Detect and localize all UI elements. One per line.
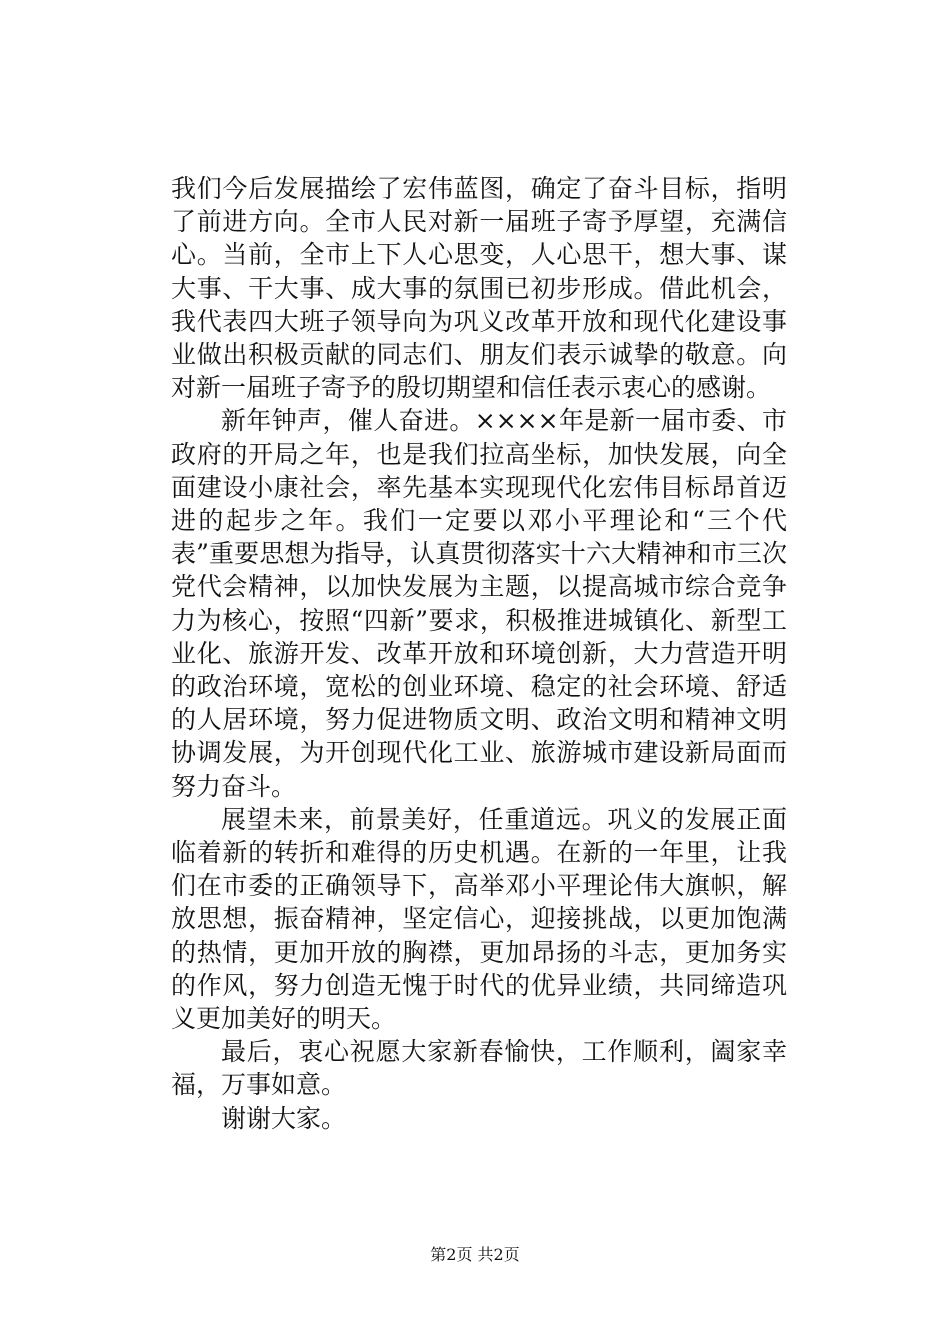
page-footer: [0, 1245, 950, 1265]
paragraph-5: 谢谢大家。: [221, 1103, 347, 1133]
paragraph-2: 新年钟声，催人奋进。××××年是新一届市委、市政府的开局之年，也是我们拉高坐标，加快发展，向全面建设小康社会，率先基本实现现代化宏伟目标昂首迈进的起步之年。我们一定要以邓小平理论和“三个代表”重要思想为指导，认真贯彻落实十六大精神和市三次党代会精神，以加快发展为主题，以提高城市综合竞争力为核心，按照“四新”要求，积极推进城镇化、新型工业化、旅游开发、改革开放和环境创新，大力营造开明的政治环境，宽松的创业环境、稳定的社会环境、舒适的人居环境，努力促进物质文明、政治文明和精神文明协调发展，为开创现代化工业、旅游城市建设新局面而努力奋斗。: [171, 406, 787, 801]
document-body: [171, 172, 787, 1135]
page-number-label: 第2页 共2页: [430, 1245, 520, 1264]
paragraph-4: 最后，衷心祝愿大家新春愉快，工作顺利，阖家幸福，万事如意。: [171, 1037, 787, 1100]
paragraph-1: 我们今后发展描绘了宏伟蓝图，确定了奋斗目标，指明了前进方向。全市人民对新一届班子寄予厚望，充满信心。当前，全市上下人心思变，人心思干，想大事、谋大事、干大事、成大事的氛围已初步形成。借此机会，我代表四大班子领导向为巩义改革开放和现代化建设事业做出积极贡献的同志们、朋友们表示诚挚的敬意。向对新一届班子寄予的殷切期望和信任表示衷心的感谢。: [171, 174, 787, 403]
paragraph-3: 展望未来，前景美好，任重道远。巩义的发展正面临着新的转折和难得的历史机遇。在新的一年里，让我们在市委的正确领导下，高举邓小平理论伟大旗帜，解放思想，振奋精神，坚定信心，迎接挑战，以更加饱满的热情，更加开放的胸襟，更加昂扬的斗志，更加务实的作风，努力创造无愧于时代的优异业绩，共同缔造巩义更加美好的明天。: [171, 804, 787, 1034]
